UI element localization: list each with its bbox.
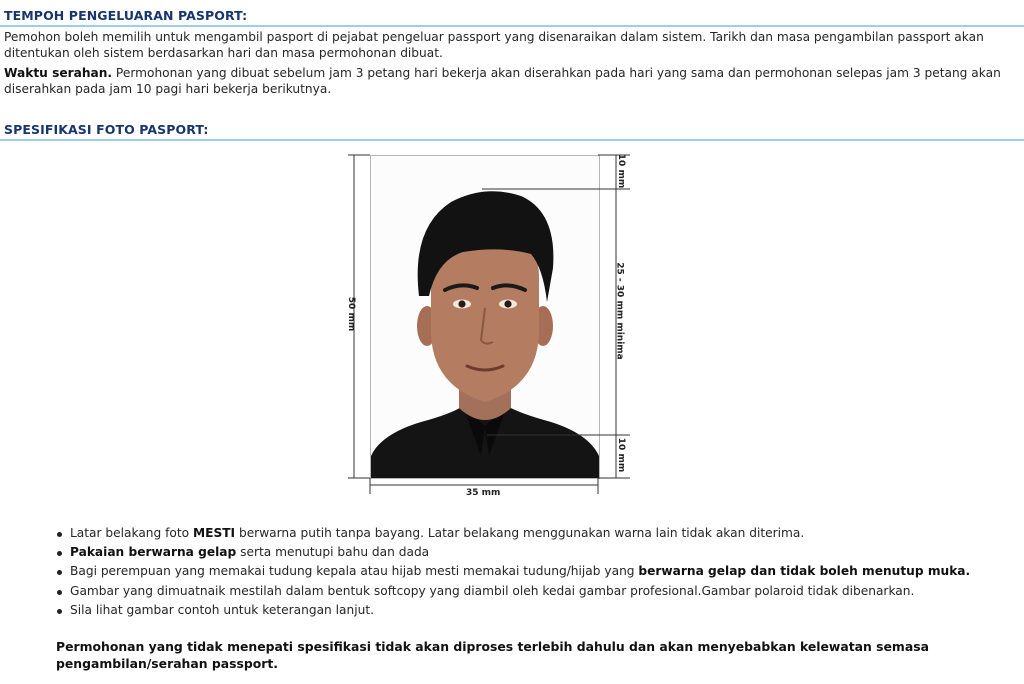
section-divider [0,25,1024,27]
submission-time-paragraph [4,65,1020,97]
dimension-lines [342,152,634,502]
width-dimension-label: 35 mm [466,488,501,498]
section-title-spesifikasi: SPESIFIKASI FOTO PASPORT: [4,122,209,137]
top-margin-dimension-label: 10 mm [616,153,627,189]
face-height-dimension-label: 25 - 30 mm minima [614,262,625,360]
non-compliance-warning: Permohonan yang tidak menepati spesifikasi tidak akan diproses terlebih dahulu dan akan menyebabkan kelewatan semasa pengambilan/serahan passport. [56,639,929,671]
photo-requirements-list [56,524,1016,620]
list-item: Pakaian berwarna gelap serta menutupi bahu dan dada [56,543,1016,562]
submission-time-text: Permohonan yang dibuat sebelum jam 3 petang hari bekerja akan diserahkan pada hari yang sama dan permohonan selepas jam 3 petang akan diserahkan pada jam 10 pagi hari bekerja berikutnya. [4,66,1001,96]
section-divider [0,139,1024,141]
height-dimension-label: 50 mm [346,296,357,332]
section-title-tempoh: TEMPOH PENGELUARAN PASPORT: [4,8,248,23]
bottom-margin-dimension-label: 10 mm [616,437,627,473]
list-item: Latar belakang foto MESTI berwarna putih tanpa bayang. Latar belakang menggunakan warna lain tidak akan diterima. [56,524,1016,543]
passport-photo-spec-figure [342,152,634,502]
list-item: Gambar yang dimuatnaik mestilah dalam bentuk softcopy yang diambil oleh kedai gambar profesional.Gambar polaroid tidak dibenarkan. [56,582,1016,601]
collection-info-paragraph: Pemohon boleh memilih untuk mengambil pasport di pejabat pengeluar passport yang disenaraikan dalam sistem. Tarikh dan masa pengambilan passport akan ditentukan oleh sistem berdasarkan hari dan masa permohonan dibuat. [4,30,984,60]
list-item: Bagi perempuan yang memakai tudung kepala atau hijab mesti memakai tudung/hijab yang berwarna gelap dan tidak boleh menutup muka. [56,562,1016,581]
submission-time-label: Waktu serahan. [4,66,113,80]
list-item: Sila lihat gambar contoh untuk keterangan lanjut. [56,601,1016,620]
